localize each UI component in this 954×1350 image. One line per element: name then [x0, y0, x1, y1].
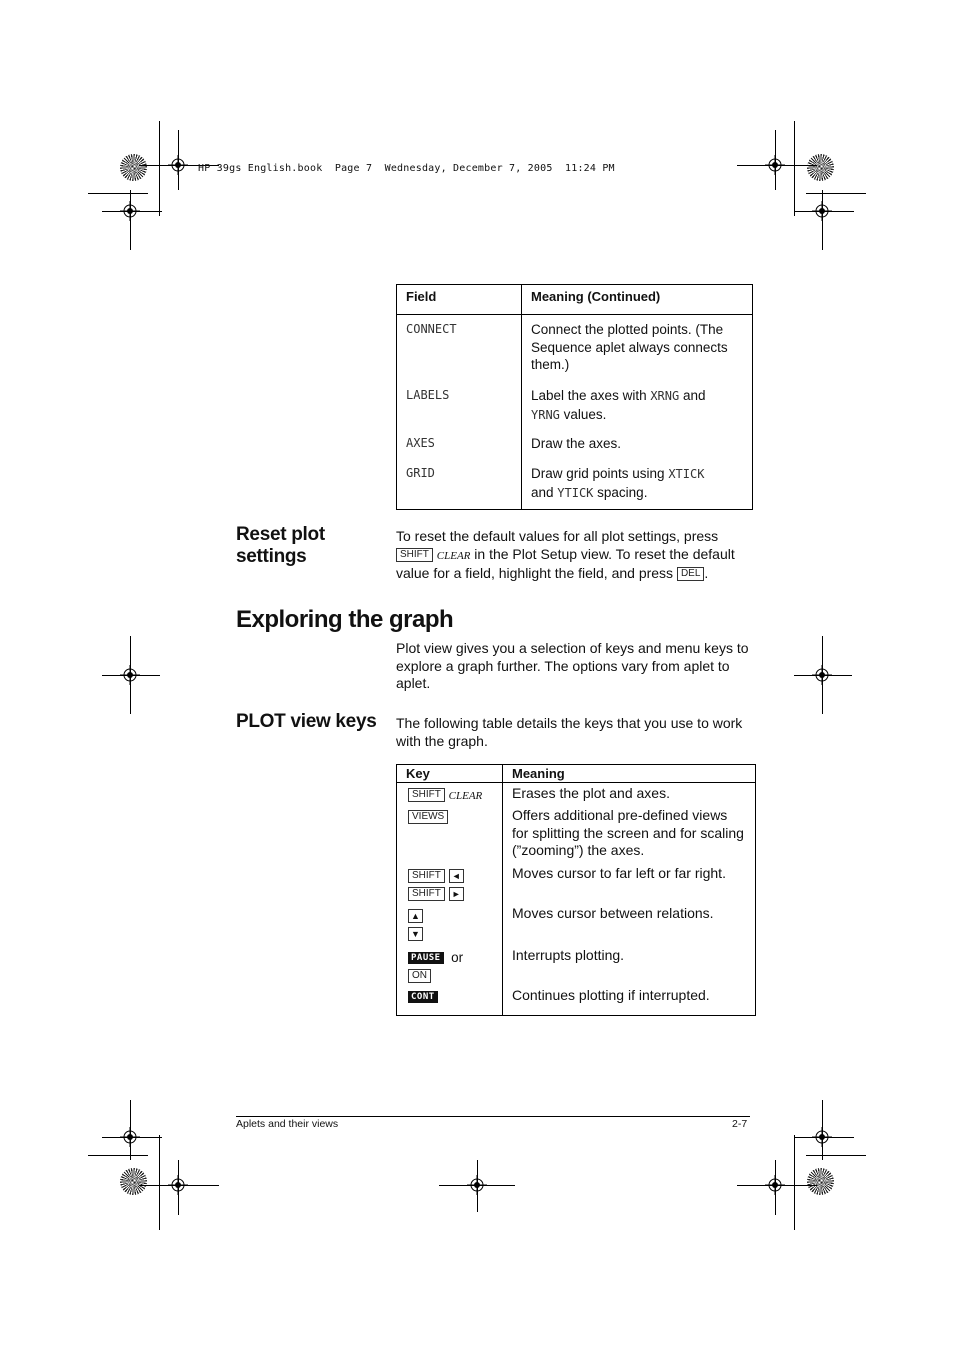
- column-header: Meaning (Continued): [522, 285, 753, 315]
- clear-label: CLEAR: [448, 790, 483, 802]
- print-header: HP 39gs English.book Page 7 Wednesday, December 7, 2005 11:24 PM: [198, 163, 615, 174]
- key-shift-arrows: [408, 867, 491, 903]
- table-body: [397, 315, 753, 510]
- field-grid: GRID: [406, 466, 435, 480]
- table-body: [397, 783, 756, 1016]
- section-heading: Exploring the graph: [236, 606, 454, 633]
- page-number: 2-7: [732, 1118, 748, 1130]
- down-arrow-key-icon: ▼: [408, 927, 423, 941]
- meaning-labels: Label the axes with XRNG and YRNG values.: [531, 388, 706, 422]
- meaning-connect: Connect the plotted points. (The Sequence aplet always connects them.): [531, 322, 728, 372]
- meaning-between: Moves cursor between relations.: [512, 905, 714, 921]
- meaning-axes: Draw the axes.: [531, 436, 622, 451]
- clear-label: CLEAR: [436, 549, 471, 562]
- plot-keys-paragraph: The following table details the keys that you use to work with the graph.: [396, 715, 743, 749]
- field-column: [397, 315, 522, 510]
- table-header-row: [397, 285, 753, 315]
- column-header: Key: [397, 765, 503, 783]
- key-views: [408, 809, 491, 867]
- shift-key-icon: SHIFT: [408, 887, 445, 901]
- field-axes: AXES: [406, 436, 435, 450]
- reset-paragraph: To reset the default values for all plot settings, press SHIFT CLEAR in the Plot Setup view. To reset the default value for a field, highlight the field, and press DEL .: [396, 528, 735, 581]
- registration-starburst-icon: [120, 1168, 147, 1195]
- plot-keys-heading: PLOT view keys: [236, 711, 377, 732]
- meaning-column: [503, 783, 756, 1016]
- footer-rule: [236, 1116, 750, 1117]
- pause-menu-key-icon: PAUSE: [408, 952, 444, 964]
- reset-heading: Reset plot settings: [236, 524, 325, 567]
- meaning-grid: Draw grid points using XTICK and YTICK spacing.: [531, 466, 705, 500]
- plot-view-keys-table: [396, 764, 756, 1016]
- meaning-views: Offers additional pre-defined views for splitting the screen and for scaling (”zooming”) the axes.: [512, 807, 744, 858]
- footer-left: Aplets and their views: [236, 1118, 339, 1130]
- shift-key-icon: SHIFT: [408, 869, 445, 883]
- registration-starburst-icon: [807, 1168, 834, 1195]
- meaning-clear: Erases the plot and axes.: [512, 785, 670, 801]
- plot-settings-table: [396, 284, 753, 510]
- key-column: [397, 783, 503, 1016]
- key-shift-clear: [408, 787, 491, 809]
- views-key-icon: VIEWS: [408, 810, 448, 824]
- right-arrow-key-icon: ►: [449, 887, 464, 901]
- key-up-down: [408, 907, 491, 943]
- left-arrow-key-icon: ◄: [449, 869, 464, 883]
- on-key-icon: ON: [408, 969, 431, 983]
- registration-starburst-icon: [807, 154, 834, 181]
- meaning-pause: Interrupts plotting.: [512, 947, 625, 963]
- registration-starburst-icon: [120, 154, 147, 181]
- del-key-icon: DEL: [677, 567, 704, 581]
- meaning-far: Moves cursor to far left or far right.: [512, 865, 726, 881]
- up-arrow-key-icon: ▲: [408, 909, 423, 923]
- cont-menu-key-icon: CONT: [408, 991, 438, 1003]
- meaning-column: [522, 315, 753, 510]
- column-header: Meaning: [503, 765, 756, 783]
- table-header-row: [397, 765, 756, 783]
- meaning-cont: Continues plotting if interrupted.: [512, 987, 710, 1003]
- key-pause-on: PAUSE or ON: [408, 949, 491, 985]
- field-labels: LABELS: [406, 388, 450, 402]
- shift-key-icon: SHIFT: [408, 788, 445, 802]
- key-cont: [408, 989, 491, 1011]
- exploring-paragraph: Plot view gives you a selection of keys and menu keys to explore a graph further. The options vary from aplet to aplet.: [396, 640, 749, 691]
- shift-key-icon: SHIFT: [396, 548, 433, 562]
- column-header: Field: [397, 285, 522, 315]
- field-connect: CONNECT: [406, 322, 457, 336]
